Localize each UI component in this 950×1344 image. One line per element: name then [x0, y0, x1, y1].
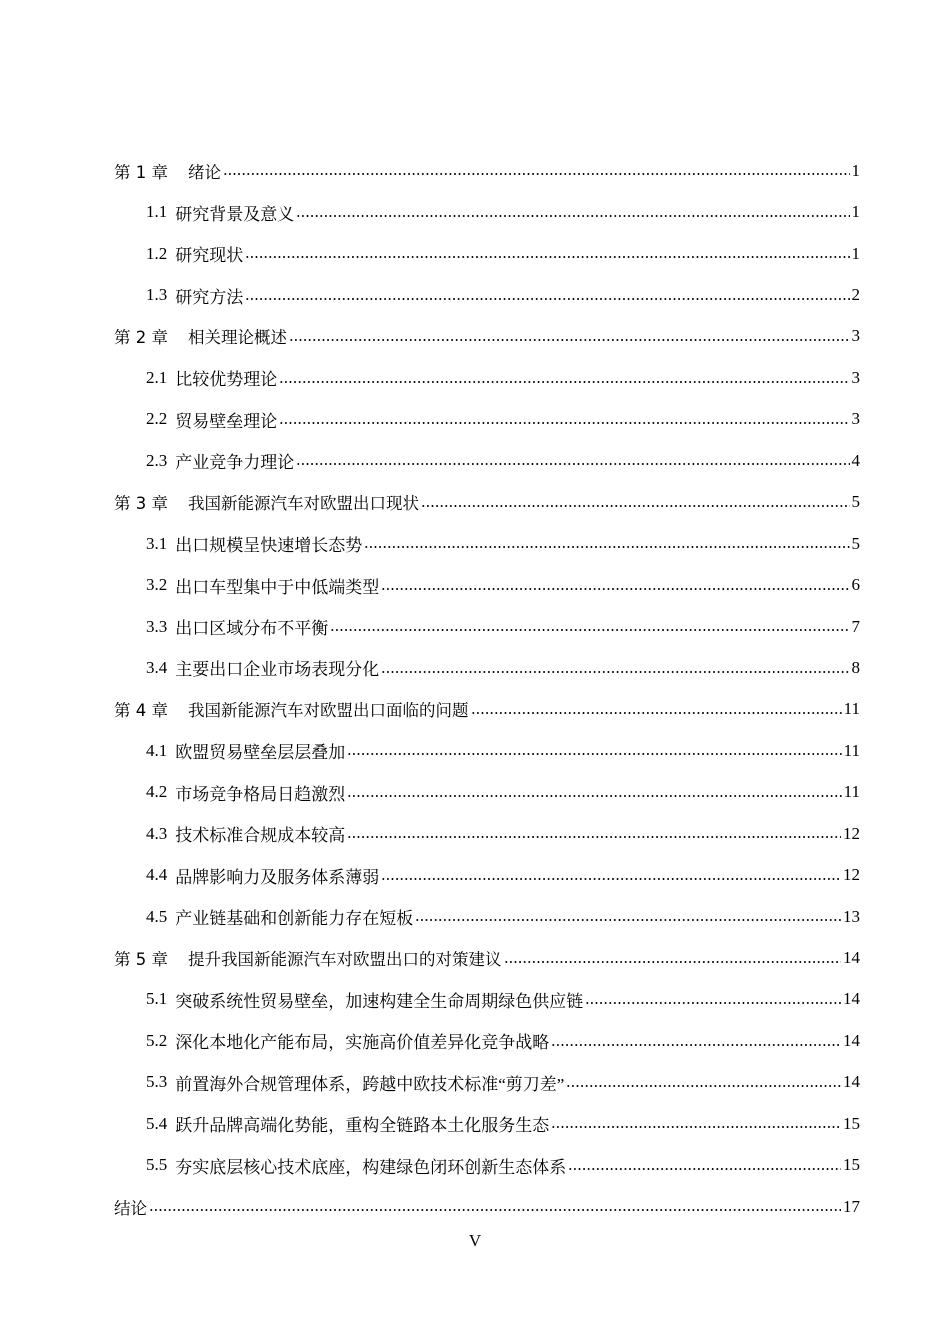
toc-entry-number: 3.2	[146, 575, 168, 595]
toc-section-entry[interactable]	[114, 274, 860, 315]
toc-chapter-entry[interactable]	[114, 150, 860, 191]
toc-entry-title: 相关理论概述	[188, 328, 287, 348]
toc-entry-page-number: 11	[843, 699, 860, 719]
toc-section-entry[interactable]	[114, 730, 860, 771]
toc-dot-leader	[585, 991, 841, 1008]
toc-chapter-entry[interactable]	[114, 689, 860, 730]
toc-dot-leader	[347, 742, 841, 759]
toc-entry-title: 研究现状	[175, 246, 244, 266]
toc-chapter-entry[interactable]	[114, 1186, 860, 1227]
toc-entry-page-number: 3	[851, 409, 860, 429]
toc-entry-page-number: 1	[851, 243, 860, 263]
toc-entry-page-number: 12	[843, 823, 860, 843]
toc-section-entry[interactable]	[114, 399, 860, 440]
toc-entry-title: 结论	[114, 1198, 147, 1218]
toc-entry-title: 比较优势理论	[175, 370, 278, 390]
toc-dot-leader	[566, 1074, 841, 1091]
toc-entry-page-number: 1	[851, 160, 860, 180]
toc-section-entry[interactable]	[114, 523, 860, 564]
toc-entry-number: 3.3	[146, 616, 168, 636]
toc-entry-number: 1.1	[146, 202, 168, 222]
toc-entry-title: 提升我国新能源汽车对欧盟出口的对策建议	[188, 950, 502, 970]
toc-section-entry[interactable]	[114, 813, 860, 854]
toc-entry-title: 技术标准合规成本较高	[175, 826, 346, 846]
toc-entry-number: 第 1 章	[114, 162, 168, 182]
toc-section-entry[interactable]	[114, 233, 860, 274]
toc-dot-leader	[149, 1198, 841, 1215]
table-of-contents	[114, 150, 860, 1227]
toc-section-entry[interactable]	[114, 440, 860, 481]
toc-section-entry[interactable]	[114, 564, 860, 605]
toc-entry-number: 第 5 章	[114, 950, 168, 970]
toc-dot-leader	[330, 618, 849, 635]
toc-entry-number: 2.2	[146, 409, 168, 429]
toc-entry-title: 主要出口企业市场表现分化	[175, 660, 380, 680]
toc-entry-page-number: 14	[843, 1072, 860, 1092]
toc-entry-page-number: 7	[851, 616, 860, 636]
toc-section-entry[interactable]	[114, 357, 860, 398]
toc-entry-page-number: 2	[851, 285, 860, 305]
toc-dot-leader	[296, 452, 849, 469]
toc-entry-number: 5.3	[146, 1072, 168, 1092]
toc-dot-leader	[381, 659, 849, 676]
toc-entry-title: 绪论	[188, 162, 221, 182]
toc-entry-page-number: 14	[843, 1030, 860, 1050]
toc-entry-title: 我国新能源汽车对欧盟出口面临的问题	[188, 701, 469, 721]
toc-entry-number: 1.3	[146, 285, 168, 305]
toc-dot-leader	[381, 577, 849, 594]
toc-entry-title: 市场竞争格局日趋激烈	[175, 784, 346, 804]
toc-entry-page-number: 15	[843, 1155, 860, 1175]
toc-entry-page-number: 1	[851, 202, 860, 222]
toc-section-entry[interactable]	[114, 606, 860, 647]
toc-entry-page-number: 17	[843, 1196, 860, 1216]
toc-section-entry[interactable]	[114, 1062, 860, 1103]
page-number-footer: V	[468, 1231, 482, 1250]
toc-entry-number: 3.4	[146, 657, 168, 677]
toc-entry-title: 出口车型集中于中低端类型	[175, 577, 380, 597]
toc-chapter-entry[interactable]	[114, 482, 860, 523]
toc-entry-number: 第 4 章	[114, 701, 168, 721]
toc-dot-leader	[421, 494, 850, 511]
toc-entry-page-number: 5	[851, 492, 860, 512]
toc-entry-title: 产业竞争力理论	[175, 453, 295, 473]
toc-dot-leader	[245, 245, 849, 262]
toc-section-entry[interactable]	[114, 1145, 860, 1186]
toc-entry-title: 研究背景及意义	[175, 204, 295, 224]
toc-entry-page-number: 11	[843, 740, 860, 760]
toc-entry-number: 2.1	[146, 367, 168, 387]
toc-entry-page-number: 14	[843, 948, 860, 968]
toc-dot-leader	[415, 908, 841, 925]
toc-entry-page-number: 4	[851, 450, 860, 470]
toc-entry-page-number: 12	[843, 865, 860, 885]
toc-dot-leader	[364, 535, 849, 552]
toc-section-entry[interactable]	[114, 1103, 860, 1144]
toc-dot-leader	[289, 328, 850, 345]
toc-entry-title: 出口区域分布不平衡	[175, 619, 329, 639]
toc-section-entry[interactable]	[114, 854, 860, 895]
toc-entry-page-number: 15	[843, 1113, 860, 1133]
toc-entry-number: 4.3	[146, 823, 168, 843]
toc-chapter-entry[interactable]	[114, 937, 860, 978]
toc-entry-number: 5.1	[146, 989, 168, 1009]
toc-dot-leader	[279, 411, 849, 428]
toc-dot-leader	[471, 701, 842, 718]
toc-entry-page-number: 14	[843, 989, 860, 1009]
toc-dot-leader	[347, 825, 841, 842]
toc-dot-leader	[551, 1115, 841, 1132]
toc-entry-title: 我国新能源汽车对欧盟出口现状	[188, 494, 419, 514]
toc-entry-page-number: 3	[851, 367, 860, 387]
toc-entry-title: 深化本地化产能布局，实施高价值差异化竞争战略	[175, 1033, 550, 1053]
toc-entry-title: 研究方法	[175, 287, 244, 307]
toc-section-entry[interactable]	[114, 191, 860, 232]
toc-entry-number: 4.1	[146, 740, 168, 760]
toc-dot-leader	[296, 204, 849, 221]
toc-dot-leader	[551, 1032, 841, 1049]
toc-dot-leader	[568, 1157, 841, 1174]
toc-dot-leader	[245, 287, 849, 304]
toc-dot-leader	[347, 784, 841, 801]
toc-entry-page-number: 8	[851, 657, 860, 677]
toc-entry-number: 4.4	[146, 865, 168, 885]
toc-entry-title: 跃升品牌高端化势能，重构全链路本土化服务生态	[175, 1116, 550, 1136]
toc-section-entry[interactable]	[114, 1020, 860, 1061]
toc-entry-number: 第 2 章	[114, 328, 168, 348]
toc-entry-title: 前置海外合规管理体系，跨越中欧技术标准“剪刀差”	[175, 1074, 565, 1094]
toc-entry-title: 产业链基础和创新能力存在短板	[175, 909, 414, 929]
toc-dot-leader	[381, 867, 841, 884]
toc-section-entry[interactable]	[114, 772, 860, 813]
toc-entry-page-number: 3	[851, 326, 860, 346]
toc-entry-title: 品牌影响力及服务体系薄弱	[175, 867, 380, 887]
toc-entry-number: 4.5	[146, 906, 168, 926]
toc-section-entry[interactable]	[114, 896, 860, 937]
toc-entry-title: 贸易壁垒理论	[175, 411, 278, 431]
toc-entry-title: 出口规模呈快速增长态势	[175, 536, 363, 556]
toc-entry-title: 欧盟贸易壁垒层层叠加	[175, 743, 346, 763]
toc-dot-leader	[223, 162, 850, 179]
toc-section-entry[interactable]	[114, 647, 860, 688]
toc-entry-page-number: 5	[851, 533, 860, 553]
toc-dot-leader	[504, 950, 842, 967]
toc-entry-number: 1.2	[146, 243, 168, 263]
toc-entry-title: 突破系统性贸易壁垒，加速构建全生命周期绿色供应链	[175, 991, 584, 1011]
toc-section-entry[interactable]	[114, 979, 860, 1020]
toc-entry-number: 5.2	[146, 1030, 168, 1050]
toc-entry-number: 5.4	[146, 1113, 168, 1133]
toc-entry-number: 3.1	[146, 533, 168, 553]
toc-dot-leader	[279, 369, 849, 386]
toc-entry-title: 夯实底层核心技术底座，构建绿色闭环创新生态体系	[175, 1157, 567, 1177]
toc-entry-number: 第 3 章	[114, 494, 168, 514]
toc-chapter-entry[interactable]	[114, 316, 860, 357]
toc-entry-page-number: 13	[843, 906, 860, 926]
toc-entry-page-number: 6	[851, 575, 860, 595]
toc-entry-number: 2.3	[146, 450, 168, 470]
toc-entry-number: 5.5	[146, 1155, 168, 1175]
toc-entry-page-number: 11	[843, 782, 860, 802]
toc-entry-number: 4.2	[146, 782, 168, 802]
